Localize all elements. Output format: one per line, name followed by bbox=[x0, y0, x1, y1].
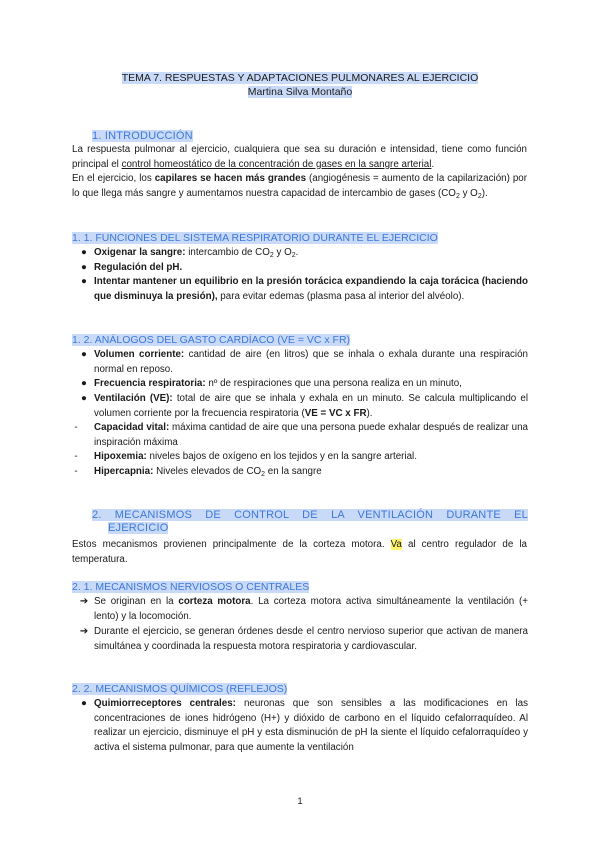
document-title: TEMA 7. RESPUESTAS Y ADAPTACIONES PULMONARES AL EJERCICIO bbox=[121, 72, 479, 84]
document-author: Martina Silva Montaño bbox=[247, 86, 353, 98]
list-item: - Hipercapnia: Niveles elevados de $CO_2$ en la sangre bbox=[74, 466, 322, 478]
list-item: - Capacidad vital: máxima cantidad de aire que una persona puede exhalar después de realizar una inspiración máxima bbox=[74, 422, 529, 448]
heading-mecanismos-control: 2. MECANISMOS DE CONTROL DE LA VENTILACIÓN DURANTE EL bbox=[92, 509, 528, 521]
list-item: ● Oxigenar la sangre: intercambio de $CO_2$ y $O_2$. bbox=[81, 247, 299, 259]
heading-mecanismos-control-cont: EJERCICIO bbox=[108, 522, 169, 534]
heading-quimicos: 2. 2. MECANISMOS QUÍMICOS (REFLEJOS) bbox=[72, 683, 288, 695]
list-item: ➔ Se originan en la corteza motora. La corteza motora activa simultáneamente la ventilación (+ lento) y la locomoción. bbox=[79, 596, 528, 622]
heading-analogos: 1. 2. ANÁLOGOS DEL GASTO CARDÍACO (VE = VC x FR) bbox=[72, 334, 351, 346]
list-item: ➔ Durante el ejercicio, se generan órdenes desde el centro nervioso superior que activan de manera simultánea y coordinada la respuesta motora respiratoria y cardiovascular. bbox=[79, 626, 528, 652]
list-item: ● Frecuencia respiratoria: nº de respiraciones que una persona realiza en un minuto, bbox=[81, 378, 462, 389]
intro-paragraph-1: La respuesta pulmonar al ejercicio, cualquiera que sea su duración e intensidad, tiene como función principal el control homeostático de la concentración de gases en la sangre arterial. bbox=[72, 144, 527, 170]
heading-funciones: 1. 1. FUNCIONES DEL SISTEMA RESPIRATORIO DURANTE EL EJERCICIO bbox=[72, 232, 438, 244]
list-item: ● Quimiorreceptores centrales: neuronas que son sensibles a las modificaciones en las concentraciones de iones hidrógeno (H+) y dióxido de carbono en el líquido cefalorraquídeo. Al realizar un ejercicio, disminuye el pH y esta disminución de pH la siente el líquido cefalorraquídeo y activa el sistema pulmonar, para que aumente la ventilación bbox=[81, 698, 528, 753]
heading-nerviosos: 2. 1. MECANISMOS NERVIOSOS O CENTRALES bbox=[72, 581, 310, 593]
list-item: ● Ventilación (VE): total de aire que se inhala y exhala en un minuto. Se calcula multiplicando el volumen corriente por la frecuencia respiratoria (VE = VC x FR). bbox=[81, 393, 528, 419]
list-item: ● Intentar mantener un equilibrio en la presión torácica expandiendo la caja torácica (haciendo que disminuya la presión), para evitar edemas (plasma pasa al interior del alvéolo). bbox=[81, 276, 528, 302]
list-item: ● Regulación del pH. bbox=[81, 262, 183, 273]
mecanismos-paragraph: Estos mecanismos provienen principalmente de la corteza motora. Va al centro regulador de la temperatura. bbox=[72, 539, 527, 565]
intro-paragraph-2: En el ejercicio, los capilares se hacen más grandes (angiogénesis = aumento de la capilarización) por lo que llega más sangre y aumentamos nuestra capacidad de intercambio de gases ($CO_2$ y $O_2$). bbox=[72, 173, 528, 200]
list-item: - Hipoxemia: niveles bajos de oxígeno en los tejidos y en la sangre arterial. bbox=[74, 451, 417, 462]
page-number: 1 bbox=[297, 796, 303, 807]
heading-introduccion: 1. INTRODUCCIÓN bbox=[92, 130, 193, 142]
list-item: ● Volumen corriente: cantidad de aire (en litros) que se inhala o exhala durante una respiración normal en reposo. bbox=[81, 349, 528, 375]
